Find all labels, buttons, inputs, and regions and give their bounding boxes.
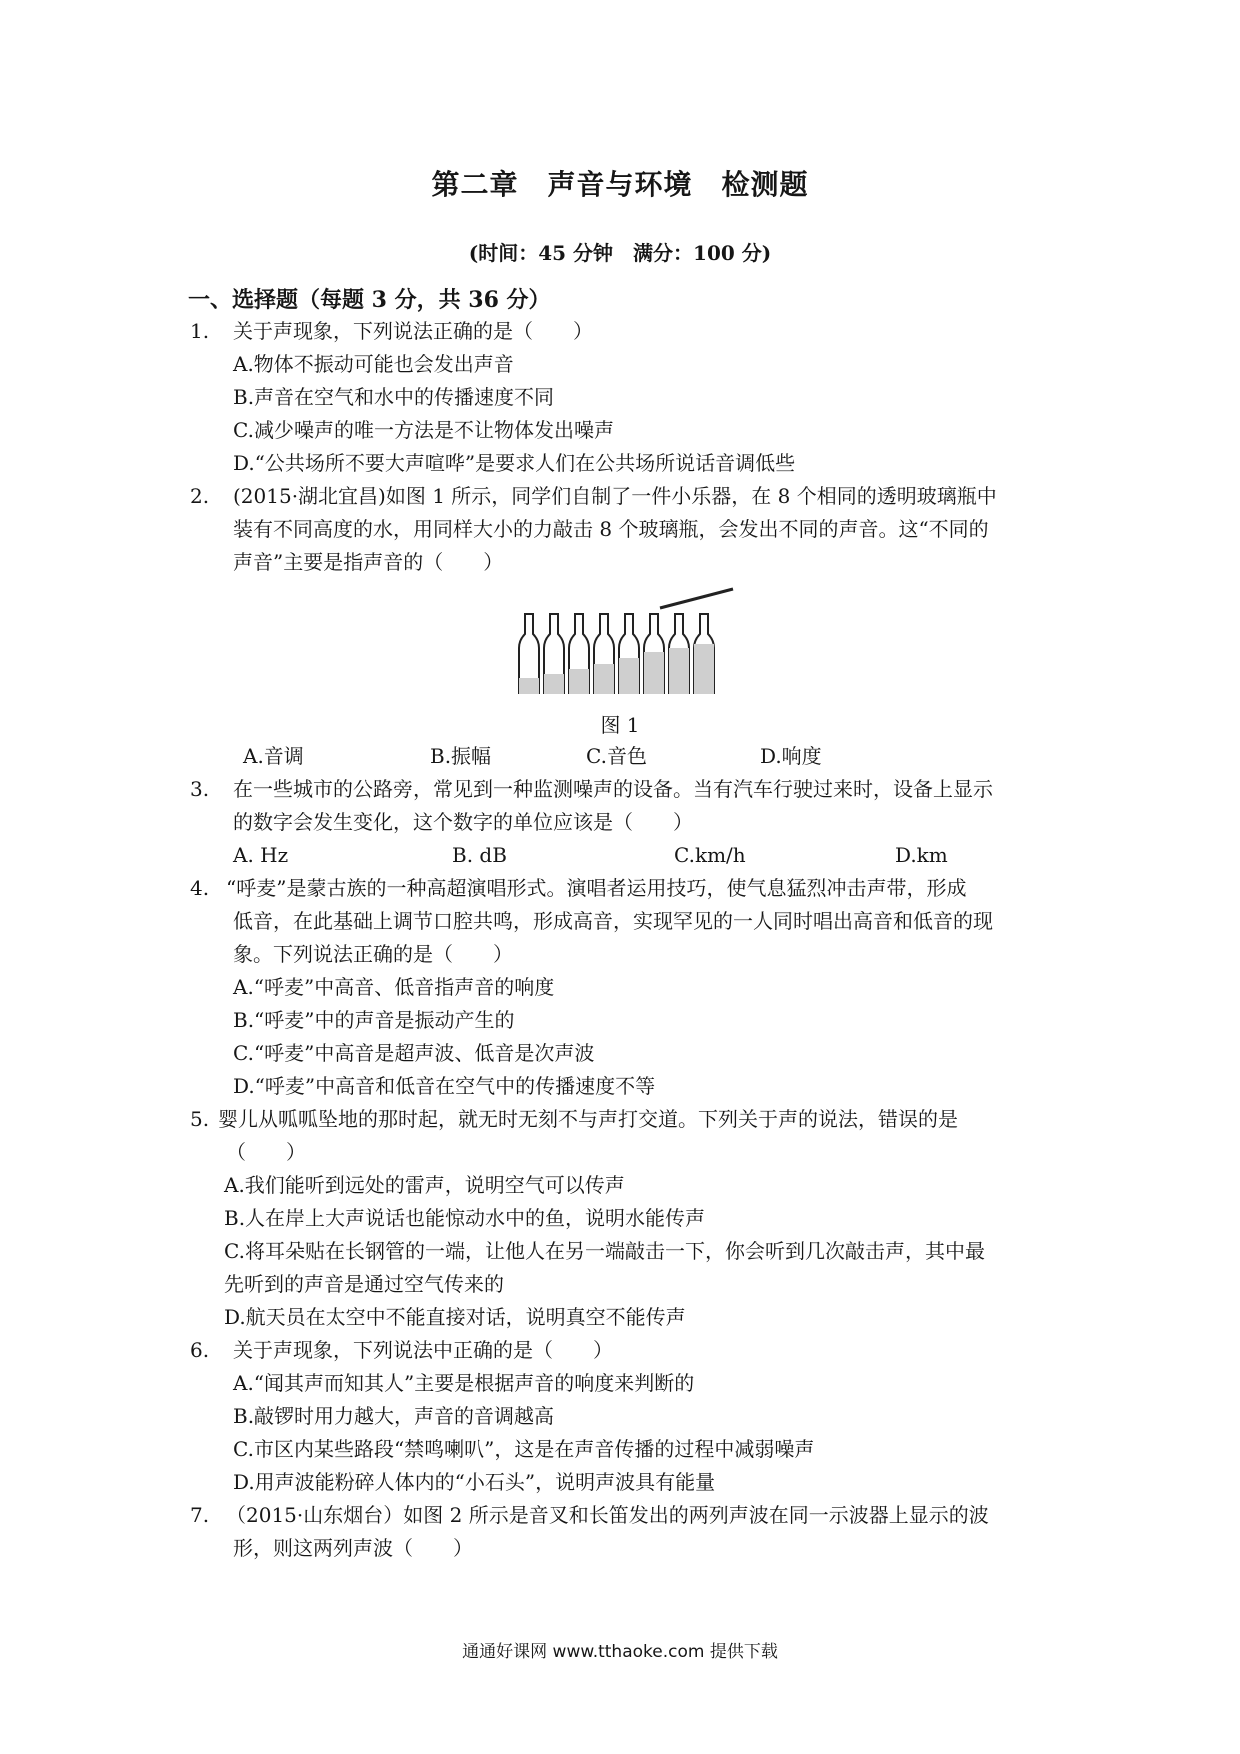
option: A.音调 — [243, 744, 304, 768]
option: B.声音在空气和水中的传播速度不同 — [233, 385, 555, 409]
option: C.减少噪声的唯一方法是不让物体发出噪声 — [233, 418, 614, 442]
question-text: 低音，在此基础上调节口腔共鸣，形成高音，实现罕见的一人同时唱出高音和低音的现 — [233, 909, 993, 933]
option: C.km/h — [674, 843, 746, 867]
option: A.物体不振动可能也会发出声音 — [233, 352, 514, 376]
question-text: （ ） — [226, 1140, 306, 1164]
question-text: (2015·湖北宜昌)如图 1 所示，同学们自制了一件小乐器，在 8 个相同的透明玻璃瓶中 — [233, 484, 997, 508]
option: 先听到的声音是通过空气传来的 — [224, 1272, 504, 1296]
question-number: 5. — [190, 1107, 210, 1131]
section-heading: 一、选择题（每题 3 分，共 36 分） — [188, 287, 551, 313]
question-text: 在一些城市的公路旁，常见到一种监测噪声的设备。当有汽车行驶过来时，设备上显示 — [233, 777, 993, 801]
option: C.市区内某些路段“禁鸣喇叭”，这是在声音传播的过程中减弱噪声 — [233, 1437, 815, 1461]
option: D.“公共场所不要大声喧哗”是要求人们在公共场所说话音调低些 — [233, 451, 796, 475]
option: A.“呼麦”中高音、低音指声音的响度 — [233, 975, 555, 999]
footer-watermark: 通通好课网 www.tthaoke.com 提供下载 — [462, 1642, 778, 1662]
option: D.航天员在太空中不能直接对话，说明真空不能传声 — [224, 1305, 686, 1329]
question-text: 象。下列说法正确的是（ ） — [233, 942, 513, 966]
question-number: 6. — [190, 1338, 210, 1362]
question-text: 关于声现象，下列说法中正确的是（ ） — [233, 1338, 613, 1362]
question-number: 4. — [190, 876, 210, 900]
option: B.振幅 — [430, 744, 492, 768]
option: C.音色 — [586, 744, 647, 768]
option: D.响度 — [760, 744, 822, 768]
option: A. Hz — [233, 843, 289, 867]
question-number: 2. — [190, 484, 210, 508]
option: C.“呼麦”中高音是超声波、低音是次声波 — [233, 1041, 595, 1065]
option: A.“闻其声而知其人”主要是根据声音的响度来判断的 — [233, 1371, 695, 1395]
option: D.km — [895, 843, 948, 867]
option: B.“呼麦”中的声音是振动产生的 — [233, 1008, 515, 1032]
option: D.“呼麦”中高音和低音在空气中的传播速度不等 — [233, 1074, 656, 1098]
question-number: 7. — [190, 1503, 210, 1527]
option: B.敲锣时用力越大，声音的音调越高 — [233, 1404, 555, 1428]
option: C.将耳朵贴在长钢管的一端，让他人在另一端敲击一下，你会听到几次敲击声，其中最 — [224, 1239, 985, 1263]
option: B.人在岸上大声说话也能惊动水中的鱼，说明水能传声 — [224, 1206, 706, 1230]
option: A.我们能听到远处的雷声，说明空气可以传声 — [224, 1173, 625, 1197]
question-text: 形，则这两列声波（ ） — [233, 1536, 473, 1560]
page-subtitle: (时间：45 分钟 满分：100 分) — [468, 241, 772, 265]
question-text: 关于声现象，下列说法正确的是（ ） — [233, 319, 593, 343]
question-text: （2015·山东烟台）如图 2 所示是音叉和长笛发出的两列声波在同一示波器上显示的波 — [226, 1503, 989, 1527]
question-text: “呼麦”是蒙古族的一种高超演唱形式。演唱者运用技巧，使气息猛烈冲击声带，形成 — [226, 876, 967, 900]
question-text: 婴儿从呱呱坠地的那时起，就无时无刻不与声打交道。下列关于声的说法，错误的是 — [218, 1107, 958, 1131]
bottles-figure — [515, 584, 735, 694]
option: B. dB — [452, 843, 507, 867]
question-text: 装有不同高度的水，用同样大小的力敲击 8 个玻璃瓶，会发出不同的声音。这“不同的 — [233, 517, 989, 541]
question-text: 声音”主要是指声音的（ ） — [233, 550, 504, 574]
question-text: 的数字会发生变化，这个数字的单位应该是（ ） — [233, 810, 693, 834]
page-title: 第二章 声音与环境 检测题 — [431, 168, 809, 201]
option: D.用声波能粉碎人体内的“小石头”，说明声波具有能量 — [233, 1470, 716, 1494]
question-number: 1. — [190, 319, 210, 343]
question-number: 3. — [190, 777, 210, 801]
figure-caption: 图 1 — [600, 713, 640, 737]
